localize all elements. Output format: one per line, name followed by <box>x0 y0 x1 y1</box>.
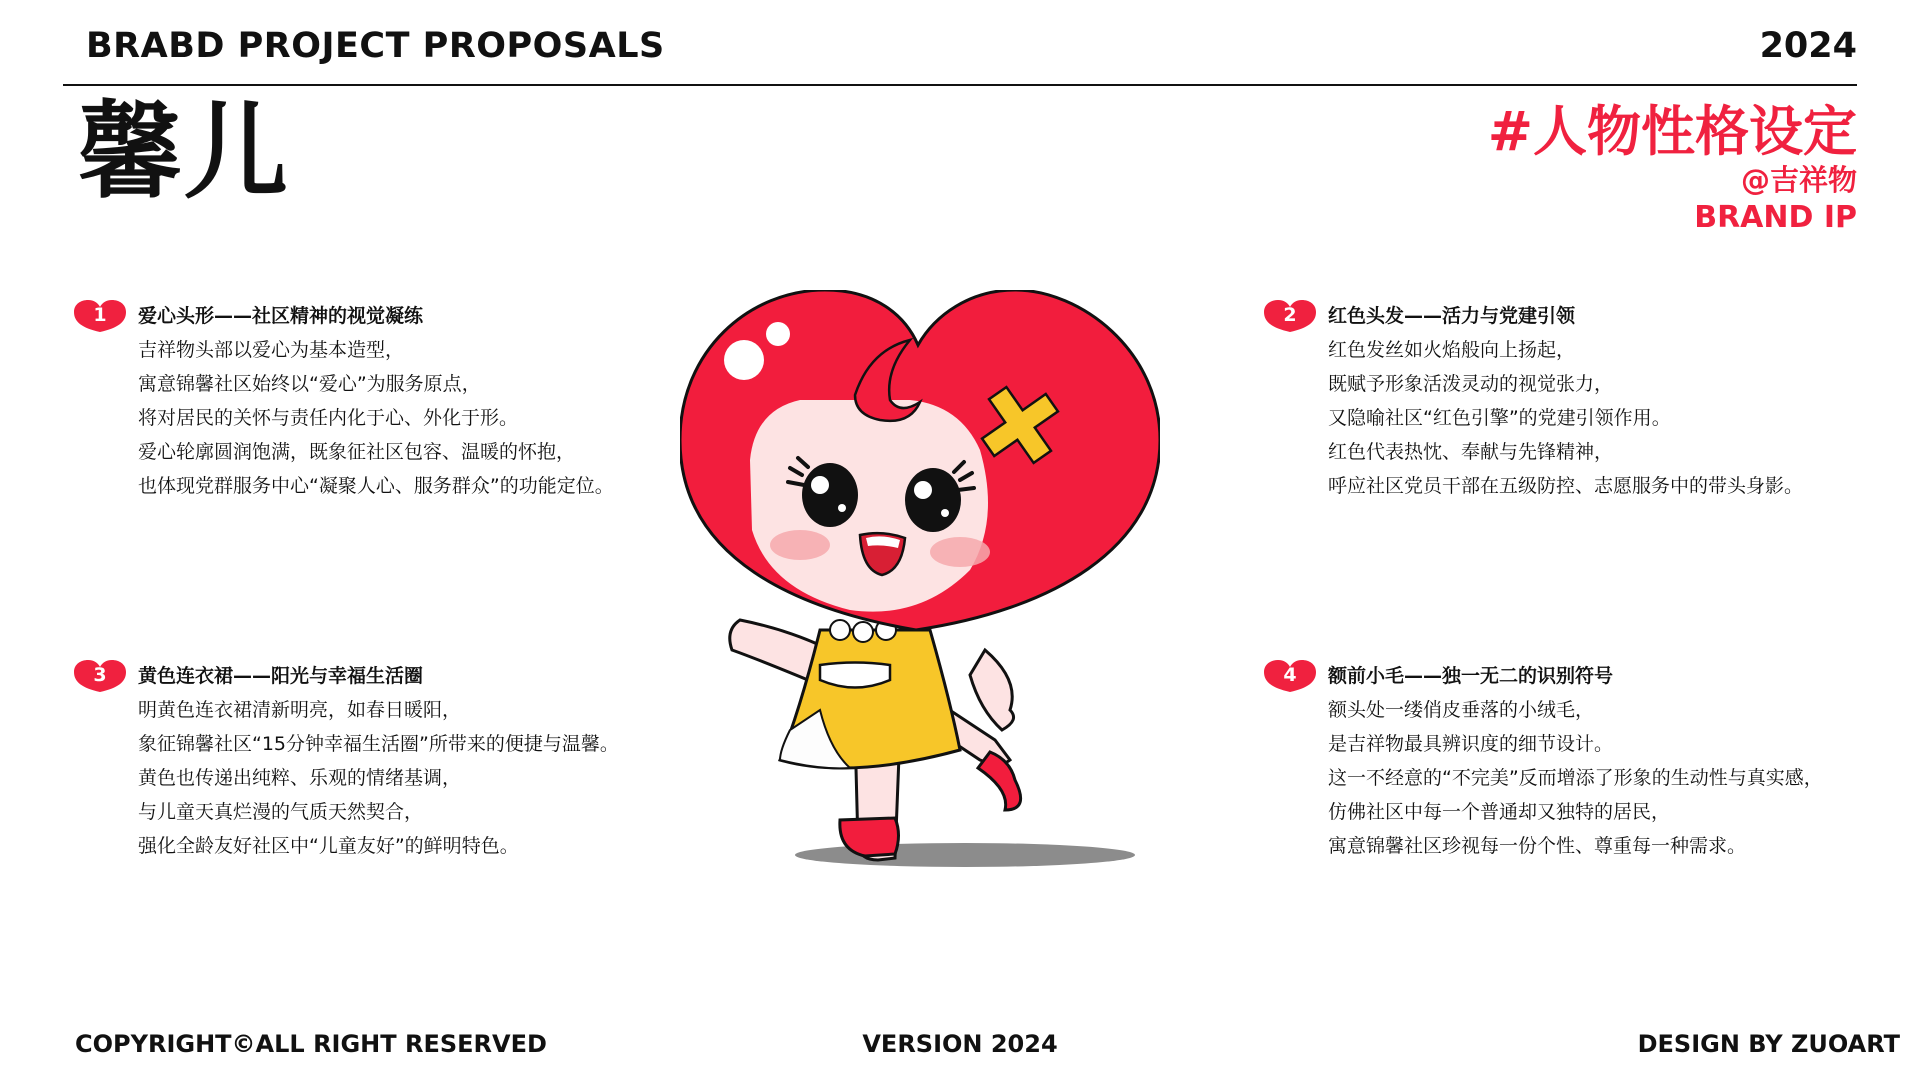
feature-line: 红色代表热忱、奉献与先锋精神， <box>1328 441 1614 463</box>
feature-line: 明黄色连衣裙清新明亮，如春日暖阳， <box>138 699 462 721</box>
feature-line: 额头处一缕俏皮垂落的小绒毛， <box>1328 699 1595 721</box>
feature-line: 黄色也传递出纯粹、乐观的情绪基调， <box>138 767 462 789</box>
feature-heading: 爱心头形——社区精神的视觉凝练 <box>138 305 424 327</box>
mascot-illustration <box>680 290 1160 880</box>
feature-2 <box>1262 298 1862 503</box>
number-badge <box>72 298 128 334</box>
feature-line: 将对居民的关怀与责任内化于心、外化于形。 <box>138 407 519 429</box>
badge-number: 2 <box>1283 304 1297 326</box>
feature-line: 红色发丝如火焰般向上扬起， <box>1328 339 1576 361</box>
feature-line: 是吉祥物最具辨识度的细节设计。 <box>1328 733 1614 755</box>
feature-line: 爱心轮廓圆润饱满，既象征社区包容、温暖的怀抱， <box>138 441 576 463</box>
number-badge <box>1262 298 1318 334</box>
feature-1 <box>72 298 632 503</box>
tag-subtitle: @吉祥物 <box>1740 163 1857 198</box>
feature-3 <box>72 658 672 863</box>
footer-copyright: COPYRIGHT©ALL RIGHT RESERVED <box>75 1030 547 1058</box>
footer-credit: DESIGN BY ZUOART <box>1637 1030 1900 1058</box>
feature-line: 也体现党群服务中心“凝聚人心、服务群众”的功能定位。 <box>138 475 614 497</box>
feature-line: 与儿童天真烂漫的气质天然契合， <box>138 801 424 823</box>
feature-line: 寓意锦馨社区始终以“爱心”为服务原点， <box>138 373 481 395</box>
badge-number: 4 <box>1283 664 1297 686</box>
feature-line: 象征锦馨社区“15分钟幸福生活圈”所带来的便捷与温馨。 <box>138 733 619 755</box>
header-year: 2024 <box>1759 26 1857 66</box>
tag-title: #人物性格设定 <box>1487 100 1857 163</box>
feature-body <box>1328 333 1862 503</box>
feature-line: 呼应社区党员干部在五级防控、志愿服务中的带头身影。 <box>1328 475 1804 497</box>
tag-block <box>1488 102 1857 236</box>
heart-head-girl-mascot-icon <box>680 290 1160 880</box>
header-divider <box>63 84 1857 86</box>
feature-line: 强化全龄友好社区中“儿童友好”的鲜明特色。 <box>138 835 519 857</box>
feature-body <box>138 693 672 863</box>
tag-brand: BRAND IP <box>1694 200 1857 236</box>
badge-number: 1 <box>93 304 107 326</box>
feature-line: 吉祥物头部以爱心为基本造型， <box>138 339 405 361</box>
feature-line: 仿佛社区中每一个普通却又独特的居民， <box>1328 801 1671 823</box>
feature-line: 寓意锦馨社区珍视每一份个性、尊重每一种需求。 <box>1328 835 1747 857</box>
number-badge <box>1262 658 1318 694</box>
feature-4 <box>1262 658 1882 863</box>
feature-body <box>138 333 632 503</box>
badge-number: 3 <box>93 664 107 686</box>
feature-line: 既赋予形象活泼灵动的视觉张力， <box>1328 373 1614 395</box>
character-name: 馨儿 <box>78 91 291 213</box>
feature-heading: 额前小毛——独一无二的识别符号 <box>1328 665 1614 687</box>
feature-heading: 黄色连衣裙——阳光与幸福生活圈 <box>138 665 424 687</box>
number-badge <box>72 658 128 694</box>
feature-body <box>1328 693 1882 863</box>
header-title: BRABD PROJECT PROPOSALS <box>86 26 665 66</box>
footer-version: VERSION 2024 <box>862 1030 1058 1058</box>
feature-heading: 红色头发——活力与党建引领 <box>1328 305 1576 327</box>
feature-line: 这一不经意的“不完美”反而增添了形象的生动性与真实感， <box>1328 767 1823 789</box>
feature-line: 又隐喻社区“红色引擎”的党建引领作用。 <box>1328 407 1671 429</box>
